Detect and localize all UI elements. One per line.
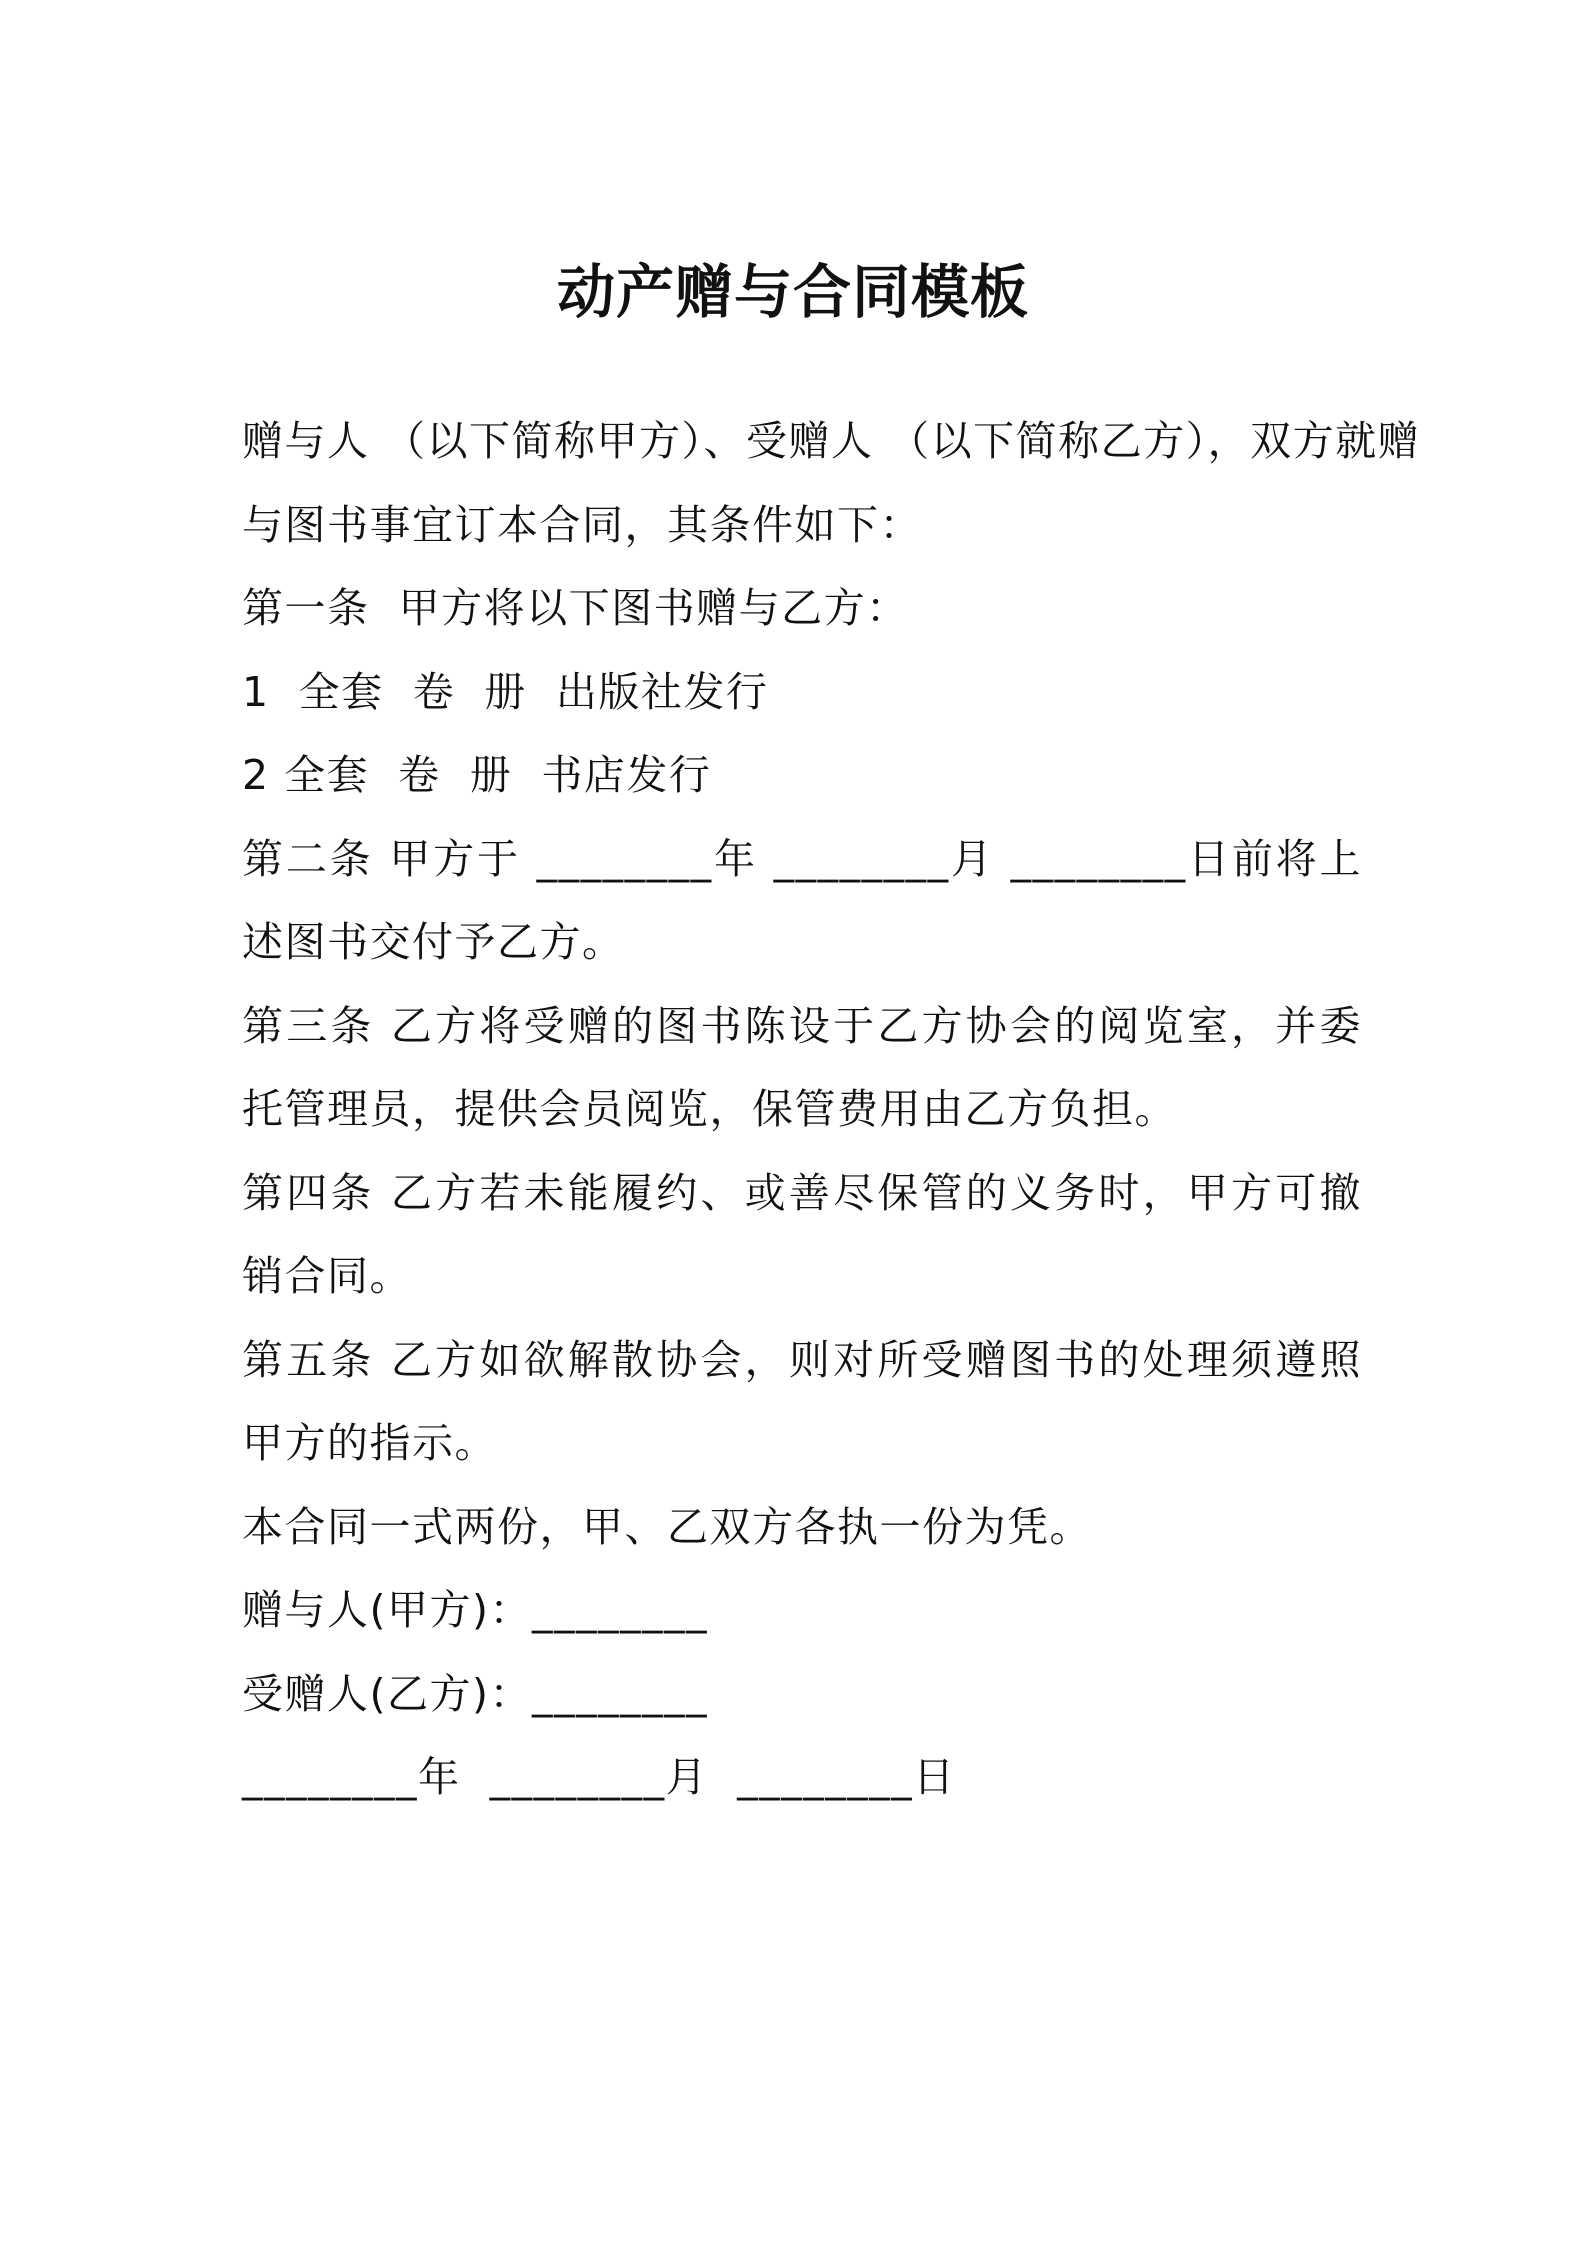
contract-body [242,400,1421,1820]
article-2-line-2: 述图书交付予乙方。 [242,918,625,966]
donor-signature-line: 赠与人(甲方)：________ [242,1586,708,1634]
article-3-line-1: 第三条 乙方将受赠的图书陈设于乙方协会的阅览室，并委 [242,1001,1362,1050]
article-4-line-2: 销合同。 [242,1252,412,1300]
article-5-line-2: 甲方的指示。 [242,1419,497,1467]
copies-clause: 本合同一式两份，甲、乙双方各执一份为凭。 [242,1502,1092,1551]
article-2-line-1: 第二条 甲方于 ________年 ________月 ________日前将上 [242,834,1362,883]
article-5-line-1: 第五条 乙方如欲解散协会，则对所受赠图书的处理须遵照 [242,1335,1362,1384]
intro-line-2: 与图书事宜订本合同，其条件如下： [242,500,922,549]
intro-line-1: 赠与人 （以下简称甲方）、受赠人 （以下简称乙方），双方就赠 [242,417,1421,465]
article-3-line-2: 托管理员，提供会员阅览，保管费用由乙方负担。 [242,1085,1177,1133]
book-item-1: 1 全套 卷 册 出版社发行 [242,667,769,716]
article-1-line: 第一条 甲方将以下图书赠与乙方： [242,584,909,632]
recipient-signature-line: 受赠人(乙方)：________ [242,1669,708,1718]
book-item-2: 2 全套 卷 册 书店发行 [242,751,712,799]
date-line: ________年 ________月 ________日 [242,1753,956,1801]
article-4-line-1: 第四条 乙方若未能履约、或善尽保管的义务时，甲方可撤 [242,1168,1362,1217]
document-title: 动产赠与合同模板 [556,258,1029,326]
